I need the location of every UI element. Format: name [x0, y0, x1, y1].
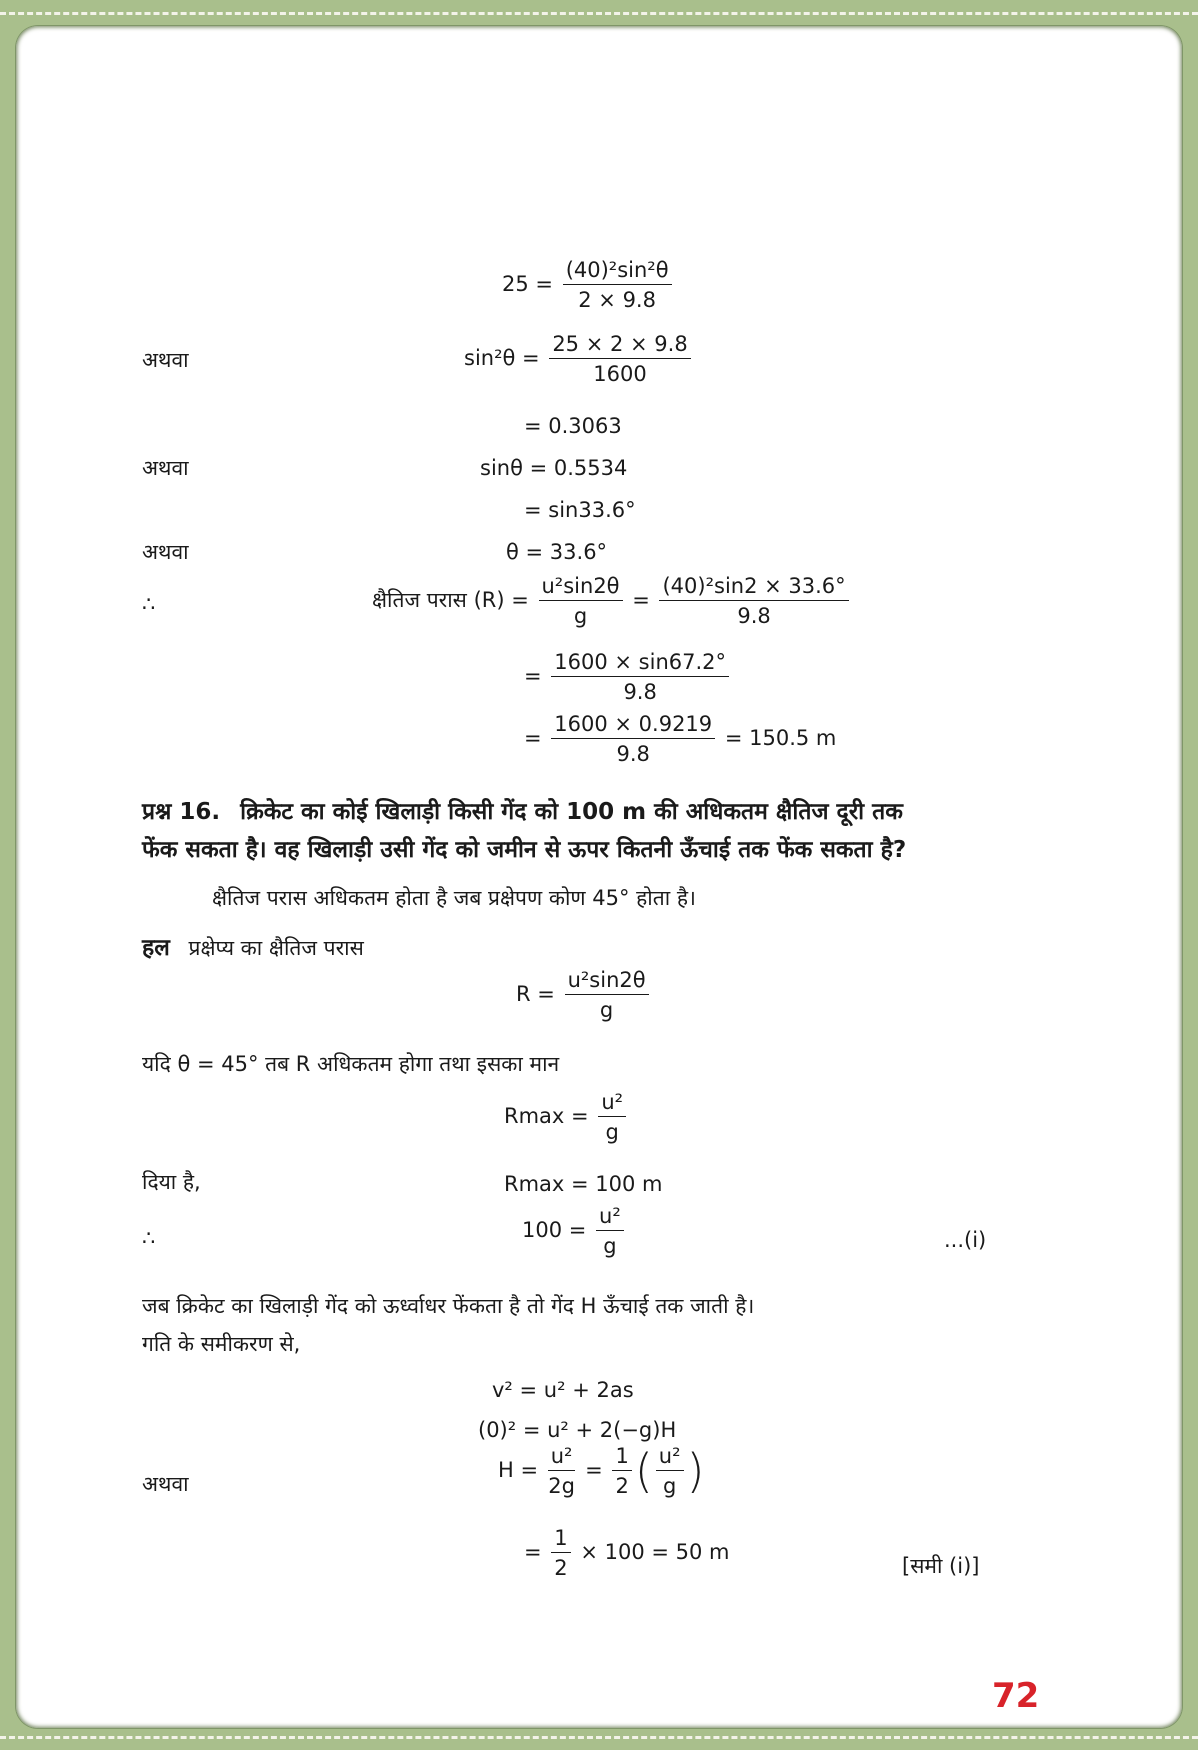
page	[16, 26, 1182, 1728]
page-number: 72	[992, 1676, 1040, 1716]
athva-label-2: अथवा	[142, 456, 189, 480]
question-label: प्रश्न 16.	[142, 799, 221, 825]
sami-i-reference: [समी (i)]	[902, 1554, 980, 1578]
eq-horizontal-range: क्षैतिज परास (R) = $\frac{\text{u²sin2θ}}{g}$ = $\frac{\text{(40)²sin2 × 33.6°}}{9.8}$	[372, 574, 852, 628]
athva-label-1: अथवा	[142, 348, 189, 372]
eq-25: 25 = $\frac{\text{(40)²sin²θ}}{2 \times 9.8}$	[502, 258, 675, 312]
eq-range-formula: R = $\frac{\text{u²sin2θ}}{g}$	[516, 968, 652, 1022]
if-theta-text: यदि θ = 45° तब R अधिकतम होगा तथा इसका मान	[142, 1052, 560, 1076]
eq-motion-2: (0)² = u² + 2(−g)H	[478, 1418, 677, 1442]
therefore-symbol-1: ∴	[142, 592, 156, 616]
motion-equation-label: गति के समीकरण से,	[142, 1332, 301, 1356]
eq-sin2theta: sin²θ = $\frac{25 \times 2 \times 9.8}{1600}$	[464, 332, 694, 386]
solution-label: हल	[142, 935, 170, 961]
solution-intro: हल प्रक्षेप्य का क्षैतिज परास	[142, 935, 364, 961]
eq-tag-i: ...(i)	[944, 1228, 987, 1252]
question-note: क्षैतिज परास अधिकतम होता है जब प्रक्षेपण कोण 45° होता है।	[212, 886, 696, 910]
eq-100-u2g: 100 = $\frac{\text{u²}}{g}$	[522, 1204, 627, 1258]
athva-label-4: अथवा	[142, 1472, 189, 1496]
question-line-2: फेंक सकता है। वह खिलाड़ी उसी गेंद को जमीन से ऊपर कितनी ऊँचाई तक फेंक सकता है?	[142, 837, 907, 863]
eq-motion-1: v² = u² + 2as	[492, 1378, 634, 1402]
top-border-dashes	[0, 12, 1198, 15]
question-line-1: प्रश्न 16. क्रिकेट का कोई खिलाड़ी किसी गेंद को 100 m की अधिकतम क्षैतिज दूरी तक	[142, 799, 903, 825]
eq-h-final: = $\frac{1}{2}$ × 100 = 50 m	[524, 1526, 730, 1580]
eq-sintheta: sinθ = 0.5534	[480, 456, 628, 480]
eq-03063: = 0.3063	[524, 414, 622, 438]
eq-h: H = $\frac{\text{u²}}{2g}$ = $\frac{1}{2}$ ( $\frac{\text{u²}}{g}$ )	[498, 1444, 705, 1498]
eq-rmax: Rmax = $\frac{\text{u²}}{g}$	[504, 1090, 629, 1144]
given-label: दिया है,	[142, 1170, 201, 1194]
eq-rmax-value: Rmax = 100 m	[504, 1172, 663, 1196]
therefore-symbol-2: ∴	[142, 1226, 156, 1250]
eq-theta: θ = 33.6°	[506, 540, 608, 564]
eq-1600-09219: = $\frac{1600 \times 0.9219}{9.8}$ = 150.5 m	[524, 712, 837, 766]
eq-sin336: = sin33.6°	[524, 498, 636, 522]
eq-1600-sin672: = $\frac{1600 \times \sin 67.2^\circ}{9.8}$	[524, 650, 732, 704]
bottom-border-dashes	[0, 1736, 1198, 1739]
vertical-throw-text: जब क्रिकेट का खिलाड़ी गेंद को ऊर्ध्वाधर फेंकता है तो गेंद H ऊँचाई तक जाती है।	[142, 1294, 755, 1318]
athva-label-3: अथवा	[142, 540, 189, 564]
